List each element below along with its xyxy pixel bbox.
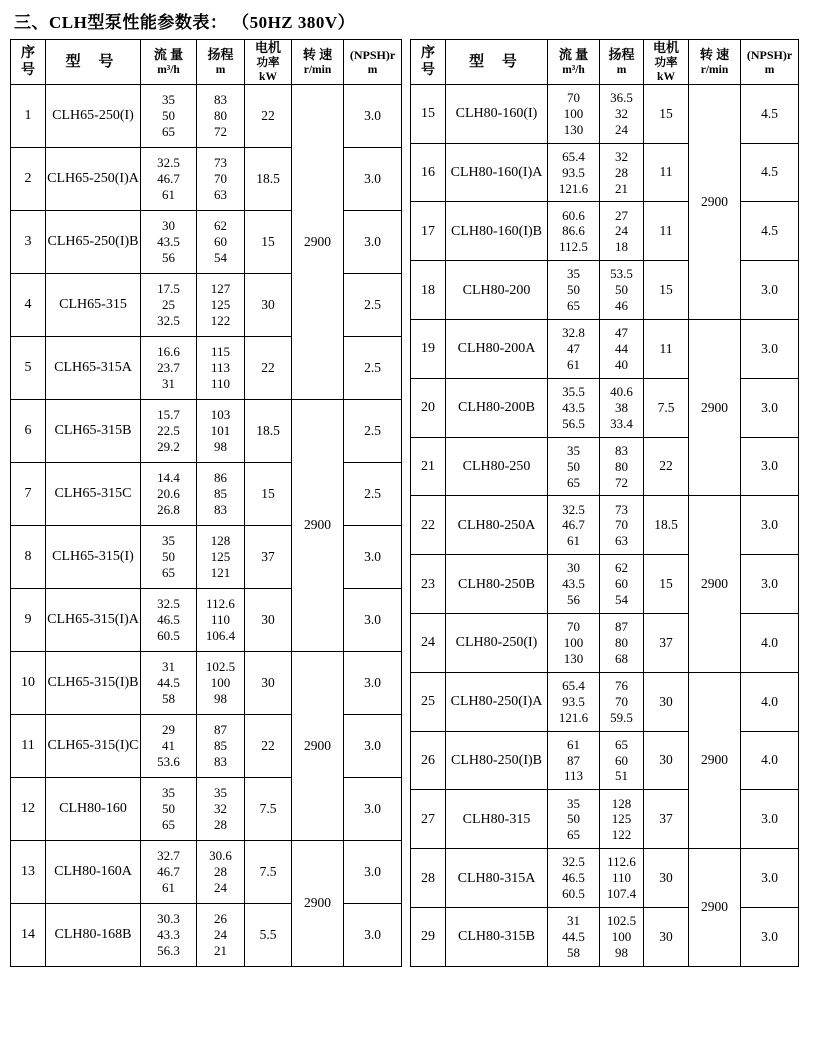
cell-model: CLH65-315(I)C — [46, 714, 141, 777]
cell-power: 30 — [644, 908, 689, 967]
table-body-right — [411, 84, 799, 966]
header-power-unit: kW — [259, 70, 277, 83]
table-header-row — [411, 40, 799, 85]
cell-npsh: 4.5 — [741, 202, 799, 261]
cell-flow: 35 50 65 — [141, 84, 197, 147]
header-npsh-unit: m — [764, 63, 775, 76]
cell-model: CLH80-200B — [446, 378, 548, 437]
cell-power: 11 — [644, 143, 689, 202]
cell-npsh: 3.0 — [741, 261, 799, 320]
header-flow-label: 流 量 — [153, 47, 184, 62]
cell-speed: 2900 — [689, 320, 741, 496]
table-row — [11, 210, 402, 273]
cell-model: CLH80-160(I)B — [446, 202, 548, 261]
cell-serial: 8 — [11, 525, 46, 588]
cell-npsh: 3.0 — [741, 555, 799, 614]
cell-npsh: 3.0 — [344, 777, 402, 840]
cell-head: 128 125 122 — [600, 790, 644, 849]
table-row — [11, 336, 402, 399]
cell-npsh: 3.0 — [741, 790, 799, 849]
cell-npsh: 3.0 — [344, 84, 402, 147]
cell-serial: 9 — [11, 588, 46, 651]
cell-speed: 2900 — [689, 849, 741, 967]
header-flow-unit: m³/h — [157, 63, 180, 76]
cell-serial: 18 — [411, 261, 446, 320]
cell-head: 65 60 51 — [600, 731, 644, 790]
table-row — [11, 84, 402, 147]
header-power-label2: 功率 — [256, 56, 280, 69]
cell-flow: 31 44.5 58 — [548, 908, 600, 967]
cell-model: CLH80-315 — [446, 790, 548, 849]
cell-model: CLH80-160A — [46, 840, 141, 903]
cell-head: 62 60 54 — [600, 555, 644, 614]
cell-serial: 24 — [411, 614, 446, 673]
table-row — [411, 908, 799, 967]
cell-model: CLH80-315A — [446, 849, 548, 908]
cell-power: 18.5 — [644, 496, 689, 555]
cell-npsh: 4.0 — [741, 731, 799, 790]
cell-serial: 21 — [411, 437, 446, 496]
cell-flow: 70 100 130 — [548, 614, 600, 673]
header-npsh-label: (NPSH)r — [746, 48, 793, 62]
cell-head: 73 70 63 — [600, 496, 644, 555]
cell-head: 27 24 18 — [600, 202, 644, 261]
header-flow — [548, 40, 600, 85]
cell-serial: 5 — [11, 336, 46, 399]
cell-flow: 35 50 65 — [141, 777, 197, 840]
header-head-unit: m — [215, 63, 226, 76]
table-row — [411, 790, 799, 849]
cell-head: 103 101 98 — [197, 399, 245, 462]
cell-power: 30 — [644, 731, 689, 790]
cell-power: 11 — [644, 202, 689, 261]
cell-speed: 2900 — [292, 651, 344, 840]
cell-npsh: 3.0 — [344, 525, 402, 588]
cell-power: 7.5 — [245, 777, 292, 840]
cell-flow: 29 41 53.6 — [141, 714, 197, 777]
header-flow — [141, 40, 197, 85]
cell-flow: 32.5 46.7 61 — [141, 147, 197, 210]
header-head — [197, 40, 245, 85]
header-head-label: 扬程 — [608, 47, 635, 62]
cell-flow: 60.6 86.6 112.5 — [548, 202, 600, 261]
cell-serial: 1 — [11, 84, 46, 147]
table-row — [411, 202, 799, 261]
header-serial — [411, 40, 446, 85]
cell-power: 15 — [644, 84, 689, 143]
table-row — [411, 555, 799, 614]
cell-model: CLH80-160(I)A — [446, 143, 548, 202]
cell-serial: 7 — [11, 462, 46, 525]
table-row — [11, 525, 402, 588]
cell-model: CLH65-315(I)A — [46, 588, 141, 651]
cell-serial: 28 — [411, 849, 446, 908]
cell-head: 47 44 40 — [600, 320, 644, 379]
cell-model: CLH65-250(I)B — [46, 210, 141, 273]
cell-model: CLH80-250(I)A — [446, 672, 548, 731]
cell-power: 30 — [644, 849, 689, 908]
table-body-left — [11, 84, 402, 966]
header-speed-unit: r/min — [303, 63, 332, 76]
cell-power: 18.5 — [245, 399, 292, 462]
cell-power: 15 — [245, 462, 292, 525]
cell-flow: 35 50 65 — [548, 261, 600, 320]
cell-npsh: 3.0 — [741, 496, 799, 555]
cell-npsh: 3.0 — [344, 210, 402, 273]
cell-head: 83 80 72 — [197, 84, 245, 147]
cell-head: 30.6 28 24 — [197, 840, 245, 903]
header-npsh — [344, 40, 402, 85]
header-npsh-label: (NPSH)r — [349, 48, 396, 62]
cell-head: 115 113 110 — [197, 336, 245, 399]
cell-npsh: 3.0 — [741, 437, 799, 496]
table-row — [11, 777, 402, 840]
cell-model: CLH65-250(I) — [46, 84, 141, 147]
table-row — [411, 496, 799, 555]
table-row — [411, 261, 799, 320]
table-row — [411, 614, 799, 673]
cell-head: 73 70 63 — [197, 147, 245, 210]
pump-table-right — [410, 39, 799, 967]
cell-flow: 61 87 113 — [548, 731, 600, 790]
cell-head: 102.5 100 98 — [197, 651, 245, 714]
cell-head: 36.5 32 24 — [600, 84, 644, 143]
cell-flow: 70 100 130 — [548, 84, 600, 143]
cell-speed: 2900 — [292, 84, 344, 399]
table-row — [411, 320, 799, 379]
cell-serial: 6 — [11, 399, 46, 462]
cell-power: 5.5 — [245, 903, 292, 966]
cell-serial: 16 — [411, 143, 446, 202]
cell-model: CLH80-168B — [46, 903, 141, 966]
page-title: 三、CLH型泵性能参数表： （50HZ 380V） — [14, 13, 356, 32]
cell-npsh: 3.0 — [741, 378, 799, 437]
header-head-unit: m — [616, 63, 627, 76]
table-row — [11, 273, 402, 336]
cell-flow: 14.4 20.6 26.8 — [141, 462, 197, 525]
cell-model: CLH65-250(I)A — [46, 147, 141, 210]
cell-flow: 31 44.5 58 — [141, 651, 197, 714]
cell-serial: 10 — [11, 651, 46, 714]
cell-speed: 2900 — [689, 496, 741, 672]
cell-power: 30 — [245, 273, 292, 336]
table-row — [411, 143, 799, 202]
cell-head: 53.5 50 46 — [600, 261, 644, 320]
header-power-label1: 电机 — [652, 40, 679, 55]
cell-power: 37 — [644, 790, 689, 849]
cell-power: 22 — [644, 437, 689, 496]
cell-model: CLH80-250 — [446, 437, 548, 496]
cell-model: CLH80-250(I) — [446, 614, 548, 673]
cell-model: CLH65-315(I) — [46, 525, 141, 588]
cell-flow: 65.4 93.5 121.6 — [548, 143, 600, 202]
cell-model: CLH80-200 — [446, 261, 548, 320]
cell-model: CLH80-160 — [46, 777, 141, 840]
cell-npsh: 2.5 — [344, 273, 402, 336]
cell-power: 15 — [644, 261, 689, 320]
cell-flow: 65.4 93.5 121.6 — [548, 672, 600, 731]
cell-head: 102.5 100 98 — [600, 908, 644, 967]
cell-model: CLH80-250B — [446, 555, 548, 614]
cell-flow: 35.5 43.5 56.5 — [548, 378, 600, 437]
cell-serial: 27 — [411, 790, 446, 849]
cell-power: 30 — [644, 672, 689, 731]
cell-flow: 32.5 46.7 61 — [548, 496, 600, 555]
cell-head: 112.6 110 107.4 — [600, 849, 644, 908]
cell-serial: 29 — [411, 908, 446, 967]
cell-head: 87 80 68 — [600, 614, 644, 673]
cell-head: 26 24 21 — [197, 903, 245, 966]
header-serial-line2: 号 — [421, 62, 435, 78]
cell-flow: 35 50 65 — [141, 525, 197, 588]
cell-model: CLH80-250(I)B — [446, 731, 548, 790]
cell-head: 32 28 21 — [600, 143, 644, 202]
cell-npsh: 3.0 — [344, 588, 402, 651]
cell-head: 87 85 83 — [197, 714, 245, 777]
cell-flow: 30 43.5 56 — [548, 555, 600, 614]
cell-npsh: 4.0 — [741, 614, 799, 673]
cell-serial: 25 — [411, 672, 446, 731]
cell-head: 40.6 38 33.4 — [600, 378, 644, 437]
cell-head: 76 70 59.5 — [600, 672, 644, 731]
cell-flow: 32.7 46.7 61 — [141, 840, 197, 903]
table-row — [11, 651, 402, 714]
cell-speed: 2900 — [292, 399, 344, 651]
cell-npsh: 3.0 — [741, 849, 799, 908]
table-row — [11, 147, 402, 210]
pump-table-left — [10, 39, 402, 967]
cell-power: 18.5 — [245, 147, 292, 210]
cell-model: CLH65-315(I)B — [46, 651, 141, 714]
cell-power: 15 — [644, 555, 689, 614]
cell-flow: 30 43.5 56 — [141, 210, 197, 273]
header-speed — [689, 40, 741, 85]
cell-head: 128 125 121 — [197, 525, 245, 588]
table-row — [411, 378, 799, 437]
cell-serial: 23 — [411, 555, 446, 614]
cell-flow: 32.5 46.5 60.5 — [141, 588, 197, 651]
table-row — [11, 714, 402, 777]
table-row — [411, 84, 799, 143]
cell-serial: 26 — [411, 731, 446, 790]
cell-serial: 12 — [11, 777, 46, 840]
table-row — [411, 437, 799, 496]
cell-flow: 15.7 22.5 29.2 — [141, 399, 197, 462]
cell-serial: 19 — [411, 320, 446, 379]
cell-head: 83 80 72 — [600, 437, 644, 496]
cell-model: CLH80-315B — [446, 908, 548, 967]
cell-power: 11 — [644, 320, 689, 379]
header-npsh-unit: m — [367, 63, 378, 76]
cell-speed: 2900 — [689, 84, 741, 319]
cell-power: 22 — [245, 336, 292, 399]
cell-serial: 3 — [11, 210, 46, 273]
header-flow-label: 流 量 — [558, 47, 589, 62]
header-flow-unit: m³/h — [562, 63, 585, 76]
cell-flow: 30.3 43.3 56.3 — [141, 903, 197, 966]
header-model: 型 号 — [446, 40, 548, 85]
cell-head: 35 32 28 — [197, 777, 245, 840]
cell-npsh: 3.0 — [741, 908, 799, 967]
cell-serial: 17 — [411, 202, 446, 261]
header-serial-line1: 序 — [21, 45, 35, 61]
cell-serial: 11 — [11, 714, 46, 777]
header-head-label: 扬程 — [207, 47, 234, 62]
header-speed — [292, 40, 344, 85]
header-model: 型 号 — [46, 40, 141, 85]
header-power — [245, 40, 292, 85]
header-serial-line2: 号 — [21, 62, 35, 78]
cell-npsh: 2.5 — [344, 399, 402, 462]
cell-npsh: 3.0 — [344, 903, 402, 966]
cell-serial: 14 — [11, 903, 46, 966]
cell-power: 30 — [245, 651, 292, 714]
cell-power: 37 — [245, 525, 292, 588]
cell-power: 30 — [245, 588, 292, 651]
table-row — [11, 462, 402, 525]
cell-npsh: 4.0 — [741, 672, 799, 731]
table-row — [11, 903, 402, 966]
cell-model: CLH80-200A — [446, 320, 548, 379]
cell-npsh: 2.5 — [344, 336, 402, 399]
cell-model: CLH65-315A — [46, 336, 141, 399]
cell-speed: 2900 — [689, 672, 741, 848]
tables-container — [0, 39, 830, 967]
cell-npsh: 3.0 — [344, 840, 402, 903]
cell-model: CLH65-315C — [46, 462, 141, 525]
cell-model: CLH65-315 — [46, 273, 141, 336]
header-head — [600, 40, 644, 85]
cell-power: 22 — [245, 84, 292, 147]
cell-npsh: 4.5 — [741, 143, 799, 202]
cell-head: 62 60 54 — [197, 210, 245, 273]
cell-serial: 20 — [411, 378, 446, 437]
cell-serial: 13 — [11, 840, 46, 903]
table-row — [411, 672, 799, 731]
header-speed-unit: r/min — [700, 63, 729, 76]
table-row — [11, 399, 402, 462]
cell-npsh: 3.0 — [741, 320, 799, 379]
table-row — [411, 731, 799, 790]
cell-flow: 17.5 25 32.5 — [141, 273, 197, 336]
cell-flow: 35 50 65 — [548, 437, 600, 496]
cell-model: CLH80-250A — [446, 496, 548, 555]
cell-serial: 4 — [11, 273, 46, 336]
cell-flow: 32.5 46.5 60.5 — [548, 849, 600, 908]
cell-power: 22 — [245, 714, 292, 777]
table-row — [411, 849, 799, 908]
cell-speed: 2900 — [292, 840, 344, 966]
cell-flow: 16.6 23.7 31 — [141, 336, 197, 399]
cell-npsh: 3.0 — [344, 147, 402, 210]
header-serial-line1: 序 — [421, 45, 435, 61]
cell-npsh: 2.5 — [344, 462, 402, 525]
cell-power: 7.5 — [644, 378, 689, 437]
cell-model: CLH65-315B — [46, 399, 141, 462]
header-serial — [11, 40, 46, 85]
cell-serial: 15 — [411, 84, 446, 143]
cell-power: 7.5 — [245, 840, 292, 903]
cell-flow: 32.8 47 61 — [548, 320, 600, 379]
header-speed-label: 转 速 — [699, 47, 730, 62]
cell-power: 37 — [644, 614, 689, 673]
table-row — [11, 840, 402, 903]
cell-head: 86 85 83 — [197, 462, 245, 525]
table-header-row — [11, 40, 402, 85]
header-npsh — [741, 40, 799, 85]
cell-serial: 22 — [411, 496, 446, 555]
cell-flow: 35 50 65 — [548, 790, 600, 849]
header-power-label1: 电机 — [254, 40, 281, 55]
cell-npsh: 3.0 — [344, 651, 402, 714]
cell-npsh: 4.5 — [741, 84, 799, 143]
header-power-unit: kW — [657, 70, 675, 83]
cell-npsh: 3.0 — [344, 714, 402, 777]
header-power — [644, 40, 689, 85]
cell-power: 15 — [245, 210, 292, 273]
cell-head: 112.6 110 106.4 — [197, 588, 245, 651]
cell-model: CLH80-160(I) — [446, 84, 548, 143]
table-row — [11, 588, 402, 651]
cell-serial: 2 — [11, 147, 46, 210]
header-speed-label: 转 速 — [302, 47, 333, 62]
header-power-label2: 功率 — [654, 56, 678, 69]
cell-head: 127 125 122 — [197, 273, 245, 336]
